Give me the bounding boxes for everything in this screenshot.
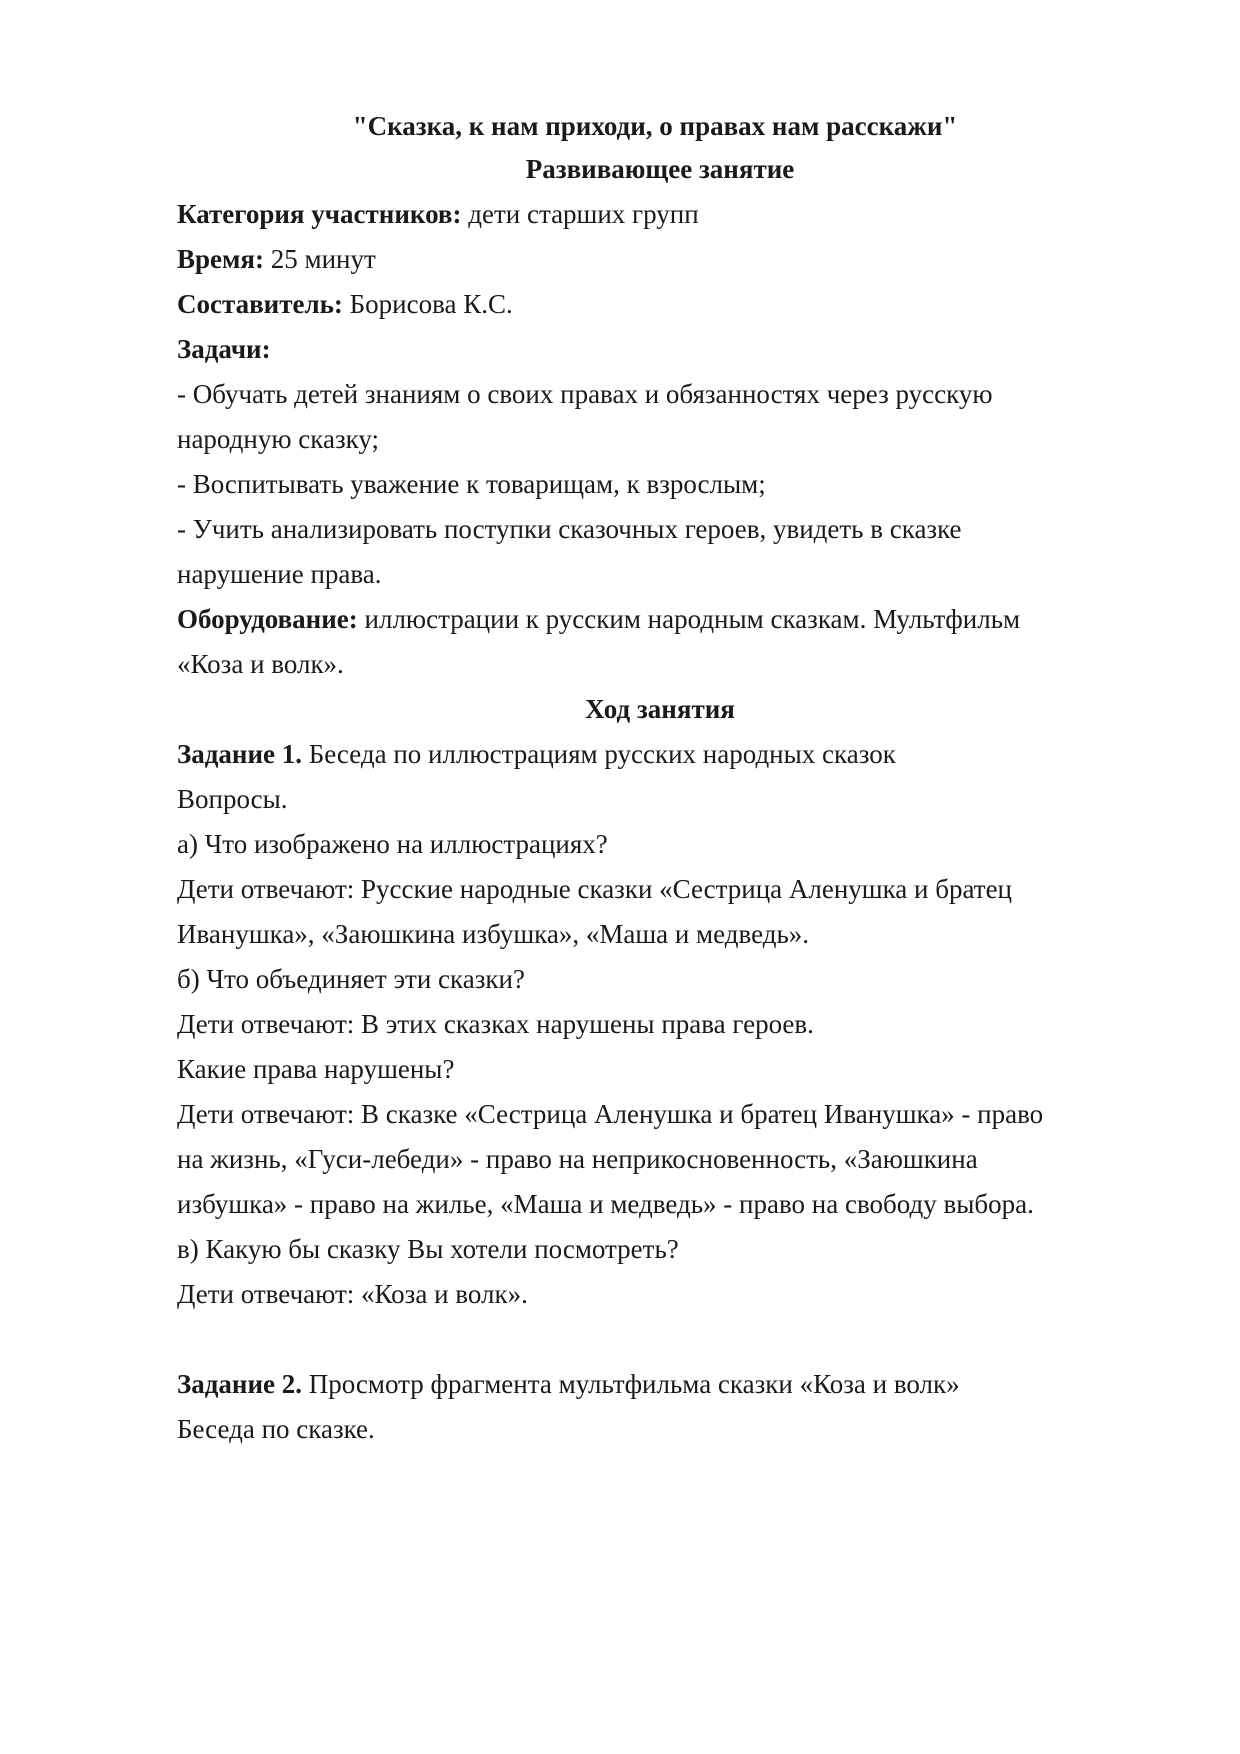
task2-line xyxy=(177,1368,960,1400)
task1-label: Задание 1. xyxy=(177,739,303,769)
task2-value: Просмотр фрагмента мультфильма сказки «Коза и волк» xyxy=(302,1369,960,1399)
equipment-continuation: «Коза и волк». xyxy=(177,649,344,679)
task1-body-line: Иванушка», «Заюшкина избушка», «Маша и медведь». xyxy=(177,919,810,949)
task-line: - Воспитывать уважение к товарищам, к взрослым; xyxy=(177,469,766,499)
task1-body-line: избушка» - право на жилье, «Маша и медведь» - право на свободу выбора. xyxy=(177,1189,1034,1219)
participants-value: дети старших групп xyxy=(461,199,699,229)
author-value: Борисова К.С. xyxy=(342,289,513,319)
task1-body-line: на жизнь, «Гуси-лебеди» - право на неприкосновенность, «Заюшкина xyxy=(177,1144,978,1174)
participants-line xyxy=(177,198,699,230)
task1-body-line: Какие права нарушены? xyxy=(177,1054,455,1084)
task1-value: Беседа по иллюстрациям русских народных сказок xyxy=(302,739,896,769)
task2-label: Задание 2. xyxy=(177,1369,303,1399)
task1-body-line: Дети отвечают: В сказке «Сестрица Аленушка и братец Иванушка» - право xyxy=(177,1099,1044,1129)
task-line: - Учить анализировать поступки сказочных героев, увидеть в сказке xyxy=(177,514,962,544)
task-line: нарушение права. xyxy=(177,559,382,589)
author-label: Составитель: xyxy=(177,289,343,319)
task1-body-line: Дети отвечают: Русские народные сказки «Сестрица Аленушка и братец xyxy=(177,874,1012,904)
task1-body-line: Дети отвечают: В этих сказках нарушены права героев. xyxy=(177,1009,814,1039)
time-label: Время: xyxy=(177,244,264,274)
task-line: народную сказку; xyxy=(177,424,379,454)
task2-body-line: Беседа по сказке. xyxy=(177,1414,375,1444)
task-line: - Обучать детей знаниям о своих правах и обязанностях через русскую xyxy=(177,379,993,409)
task1-body-line: Вопросы. xyxy=(177,784,288,814)
time-value: 25 минут xyxy=(264,244,376,274)
document-title: "Сказка, к нам приходи, о правах нам расскажи" xyxy=(352,111,958,141)
tasks-heading: Задачи: xyxy=(177,334,271,364)
progress-heading: Ход занятия xyxy=(585,694,735,724)
equipment-line xyxy=(177,603,1020,635)
task1-body-line: а) Что изображено на иллюстрациях? xyxy=(177,829,608,859)
participants-label: Категория участников: xyxy=(177,199,462,229)
task1-line xyxy=(177,738,896,770)
time-line xyxy=(177,243,376,275)
equipment-value: иллюстрации к русским народным сказкам. Мультфильм xyxy=(357,604,1021,634)
document-subtitle: Развивающее занятие xyxy=(525,154,795,184)
author-line xyxy=(177,288,513,320)
task1-body-line: б) Что объединяет эти сказки? xyxy=(177,964,525,994)
equipment-label: Оборудование: xyxy=(177,604,358,634)
task1-body-line: Дети отвечают: «Коза и волк». xyxy=(177,1279,528,1309)
task1-body-line: в) Какую бы сказку Вы хотели посмотреть? xyxy=(177,1234,679,1264)
